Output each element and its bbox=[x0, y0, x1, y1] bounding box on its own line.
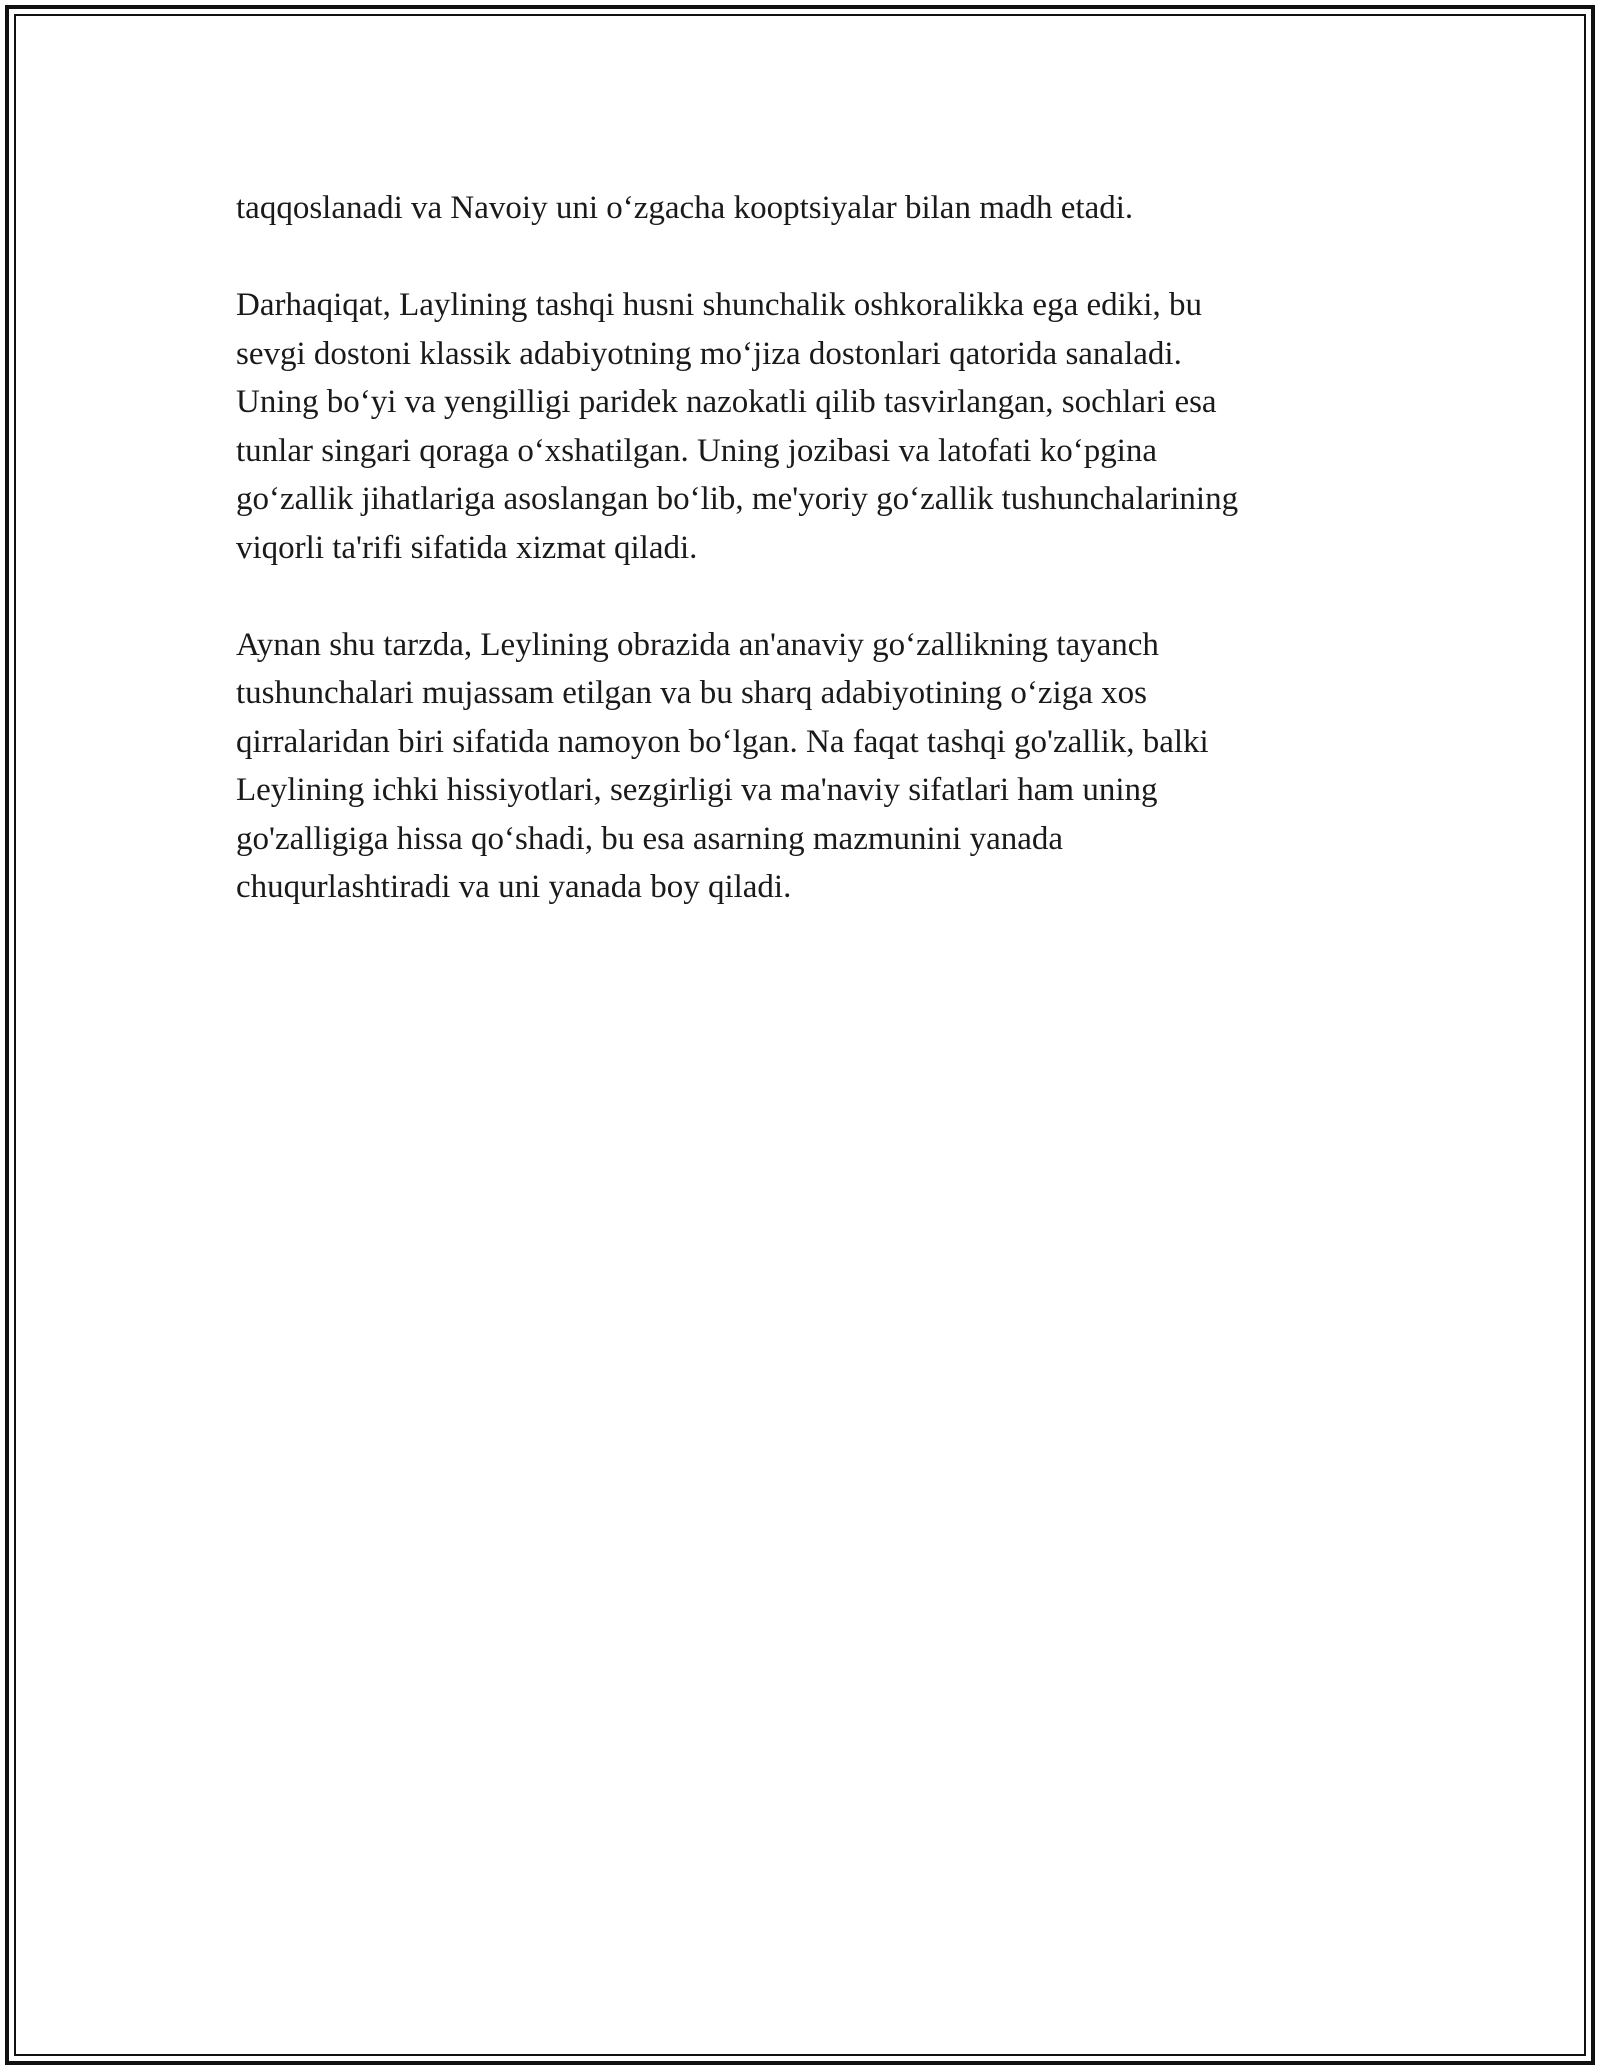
text-line: Leylining ichki hissiyotlari, sezgirligi va ma'naviy sifatlari ham uning bbox=[236, 772, 1158, 808]
text-line: Aynan shu tarzda, Leylining obrazida an'anaviy go‘zallikning tayanch bbox=[236, 626, 1159, 663]
text-line: sevgi dostoni klassik adabiyotning mo‘jiza dostonlari qatorida sanaladi. bbox=[236, 335, 1182, 372]
text-line: viqorli ta'rifi sifatida xizmat qiladi. bbox=[236, 529, 698, 566]
text-line: chuqurlashtiradi va uni yanada boy qiladi. bbox=[236, 869, 792, 905]
paragraph-3 bbox=[236, 621, 1376, 912]
text-line: Darhaqiqat, Laylining tashqi husni shunchalik oshkoralikka ega ediki, bu bbox=[236, 287, 1202, 323]
text-line: go‘zallik jihatlariga asoslangan bo‘lib, me'yoriy go‘zallik tushunchalarining bbox=[236, 481, 1239, 517]
text-line: taqqoslanadi va Navoiy uni o‘zgacha kooptsiyalar bilan madh etadi. bbox=[236, 190, 1134, 226]
text-line: qirralaridan biri sifatida namoyon bo‘lgan. Na faqat tashqi go'zallik, balki bbox=[236, 723, 1209, 760]
text-line: go'zalligiga hissa qo‘shadi, bu esa asarning mazmunini yanada bbox=[236, 820, 1064, 857]
paragraph-2 bbox=[236, 281, 1376, 572]
text-line: Uning bo‘yi va yengilligi paridek nazokatli qilib tasvirlangan, sochlari esa bbox=[236, 384, 1217, 420]
text-line: tushunchalari mujassam etilgan va bu sharq adabiyotining o‘ziga xos bbox=[236, 675, 1147, 711]
document-body bbox=[236, 184, 1376, 960]
text-line: tunlar singari qoraga o‘xshatilgan. Uning jozibasi va latofati ko‘pgina bbox=[236, 432, 1158, 469]
paragraph-1 bbox=[236, 184, 1376, 233]
